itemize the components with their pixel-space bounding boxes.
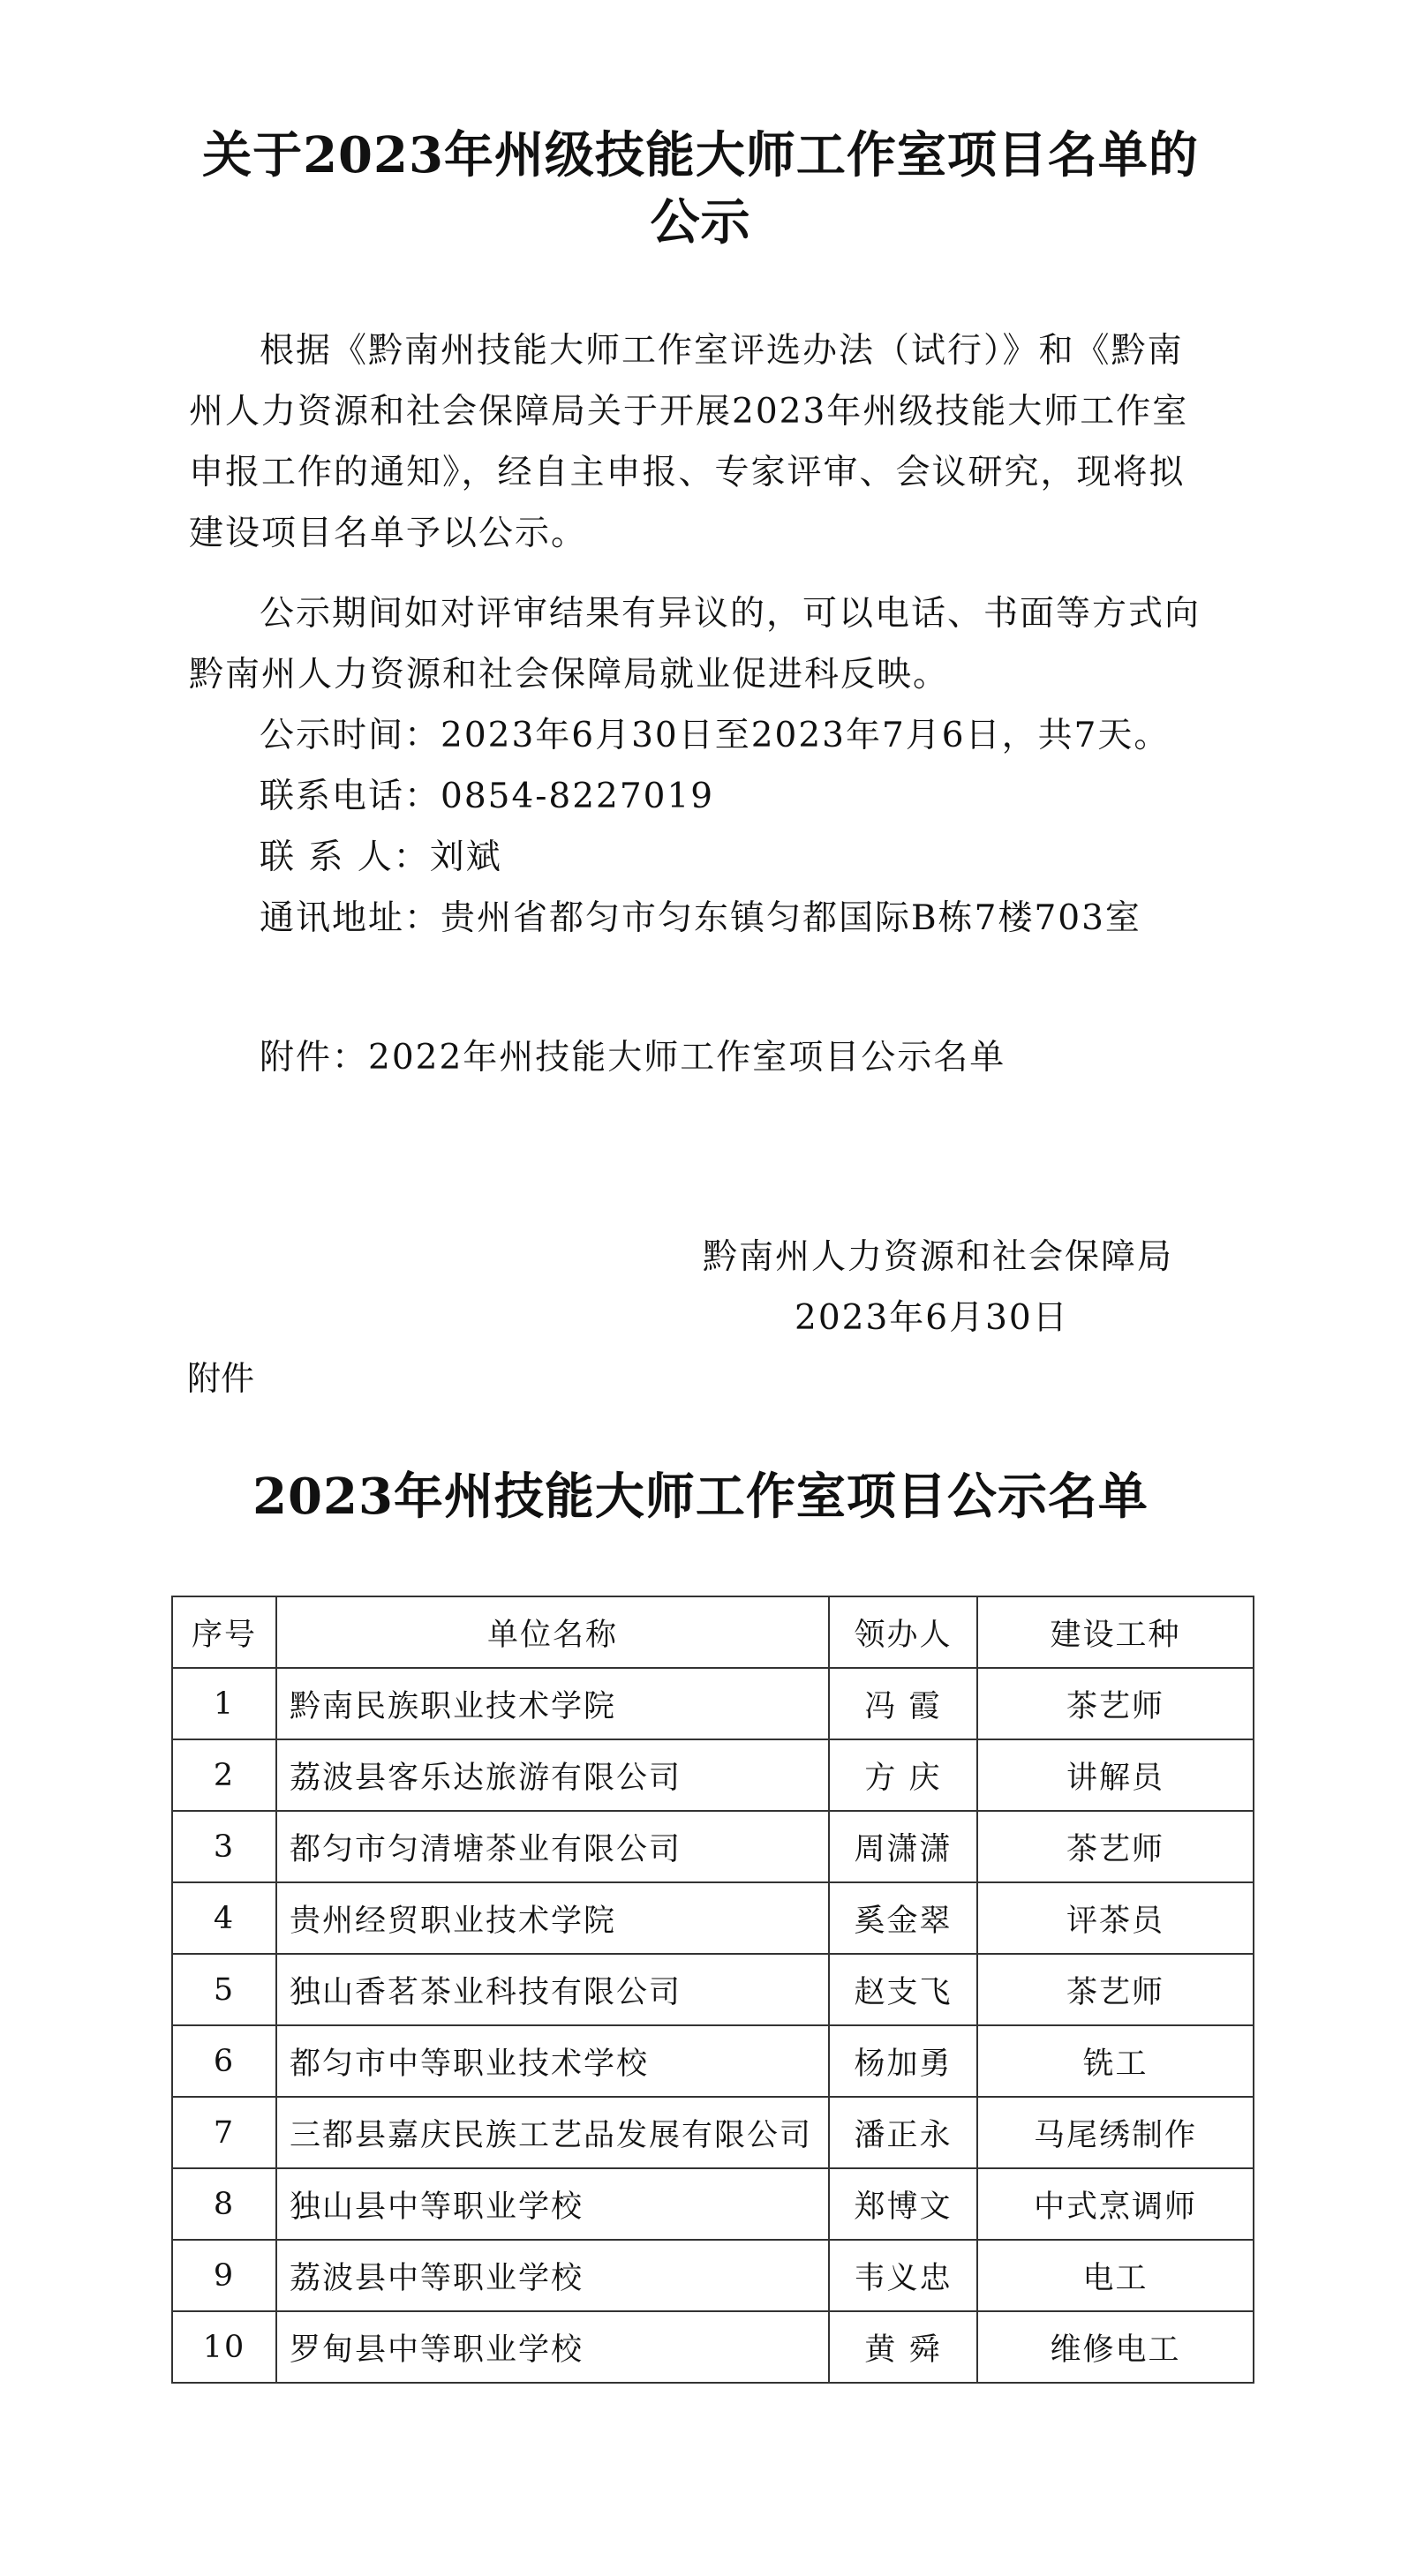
- cell-leader: 冯 霞: [829, 1668, 977, 1739]
- issuer-signature: 黔南州人力资源和社会保障局: [703, 1237, 1174, 1277]
- cell-trade: 电工: [977, 2240, 1254, 2311]
- attachment-label: 附件: [187, 1359, 255, 1398]
- attachment-table-title: 2023年州技能大师工作室项目公示名单: [252, 1468, 1149, 1526]
- cell-no: 10: [172, 2311, 276, 2383]
- cell-no: 1: [172, 1668, 276, 1739]
- cell-no: 4: [172, 1882, 276, 1954]
- cell-trade: 维修电工: [977, 2311, 1254, 2383]
- cell-trade: 评茶员: [977, 1882, 1254, 1954]
- cell-unit: 独山香茗茶业科技有限公司: [276, 1954, 829, 2025]
- contact-person-line: 联 系 人：刘斌: [260, 837, 502, 877]
- table-row: [172, 2240, 1254, 2311]
- cell-unit: 荔波县客乐达旅游有限公司: [276, 1739, 829, 1811]
- project-list-table: [171, 1596, 1254, 2384]
- table-row: [172, 1811, 1254, 1882]
- header-leader: 领办人: [829, 1596, 977, 1668]
- cell-leader: 杨加勇: [829, 2025, 977, 2097]
- table-row: [172, 1882, 1254, 1954]
- table-row: [172, 2097, 1254, 2168]
- table-row: [172, 1739, 1254, 1811]
- cell-trade: 铣工: [977, 2025, 1254, 2097]
- cell-leader: 赵支飞: [829, 1954, 977, 2025]
- notice-paragraph-objection: 公示期间如对评审结果有异议的，可以电话、书面等方式向黔南州人力资源和社会保障局就业促进科反映。: [189, 594, 1201, 695]
- cell-leader: 奚金翠: [829, 1882, 977, 1954]
- cell-unit: 独山县中等职业学校: [276, 2168, 829, 2240]
- cell-unit: 都匀市匀清塘茶业有限公司: [276, 1811, 829, 1882]
- cell-no: 8: [172, 2168, 276, 2240]
- cell-trade: 讲解员: [977, 1739, 1254, 1811]
- cell-no: 9: [172, 2240, 276, 2311]
- cell-unit: 三都县嘉庆民族工艺品发展有限公司: [276, 2097, 829, 2168]
- notice-title-line1: 关于2023年州级技能大师工作室项目名单的: [202, 126, 1199, 184]
- cell-trade: 茶艺师: [977, 1811, 1254, 1882]
- cell-leader: 黄 舜: [829, 2311, 977, 2383]
- table-header-row: [172, 1596, 1254, 1668]
- cell-unit: 黔南民族职业技术学院: [276, 1668, 829, 1739]
- table-row: [172, 2311, 1254, 2383]
- cell-no: 2: [172, 1739, 276, 1811]
- table-row: [172, 1954, 1254, 2025]
- header-unit: 单位名称: [276, 1596, 829, 1668]
- cell-leader: 潘正永: [829, 2097, 977, 2168]
- cell-leader: 周潇潇: [829, 1811, 977, 1882]
- mailing-address-line: 通讯地址：贵州省都匀市匀东镇匀都国际B栋7楼703室: [260, 898, 1141, 938]
- cell-leader: 韦义忠: [829, 2240, 977, 2311]
- header-no: 序号: [172, 1596, 276, 1668]
- cell-trade: 马尾绣制作: [977, 2097, 1254, 2168]
- cell-trade: 中式烹调师: [977, 2168, 1254, 2240]
- contact-phone-line: 联系电话：0854-8227019: [260, 777, 715, 816]
- cell-leader: 郑博文: [829, 2168, 977, 2240]
- header-trade: 建设工种: [977, 1596, 1254, 1668]
- cell-unit: 贵州经贸职业技术学院: [276, 1882, 829, 1954]
- cell-no: 7: [172, 2097, 276, 2168]
- cell-no: 3: [172, 1811, 276, 1882]
- cell-unit: 都匀市中等职业技术学校: [276, 2025, 829, 2097]
- cell-no: 6: [172, 2025, 276, 2097]
- cell-unit: 罗甸县中等职业学校: [276, 2311, 829, 2383]
- notice-title-line2: 公示: [650, 193, 751, 252]
- table-row: [172, 2168, 1254, 2240]
- cell-unit: 荔波县中等职业学校: [276, 2240, 829, 2311]
- cell-trade: 茶艺师: [977, 1954, 1254, 2025]
- issue-date: 2023年6月30日: [795, 1298, 1069, 1338]
- notice-paragraph-basis: 根据《黔南州技能大师工作室评选办法（试行）》和《黔南州人力资源和社会保障局关于开展2023年州级技能大师工作室申报工作的通知》，经自主申报、专家评审、会议研究，现将拟建设项目名单予以公示。: [189, 331, 1189, 553]
- cell-no: 5: [172, 1954, 276, 2025]
- attachment-reference-line: 附件：2022年州技能大师工作室项目公示名单: [260, 1038, 1006, 1078]
- cell-trade: 茶艺师: [977, 1668, 1254, 1739]
- notice-period-line: 公示时间：2023年6月30日至2023年7月6日，共7天。: [260, 716, 1171, 755]
- cell-leader: 方 庆: [829, 1739, 977, 1811]
- table-row: [172, 2025, 1254, 2097]
- table-row: [172, 1668, 1254, 1739]
